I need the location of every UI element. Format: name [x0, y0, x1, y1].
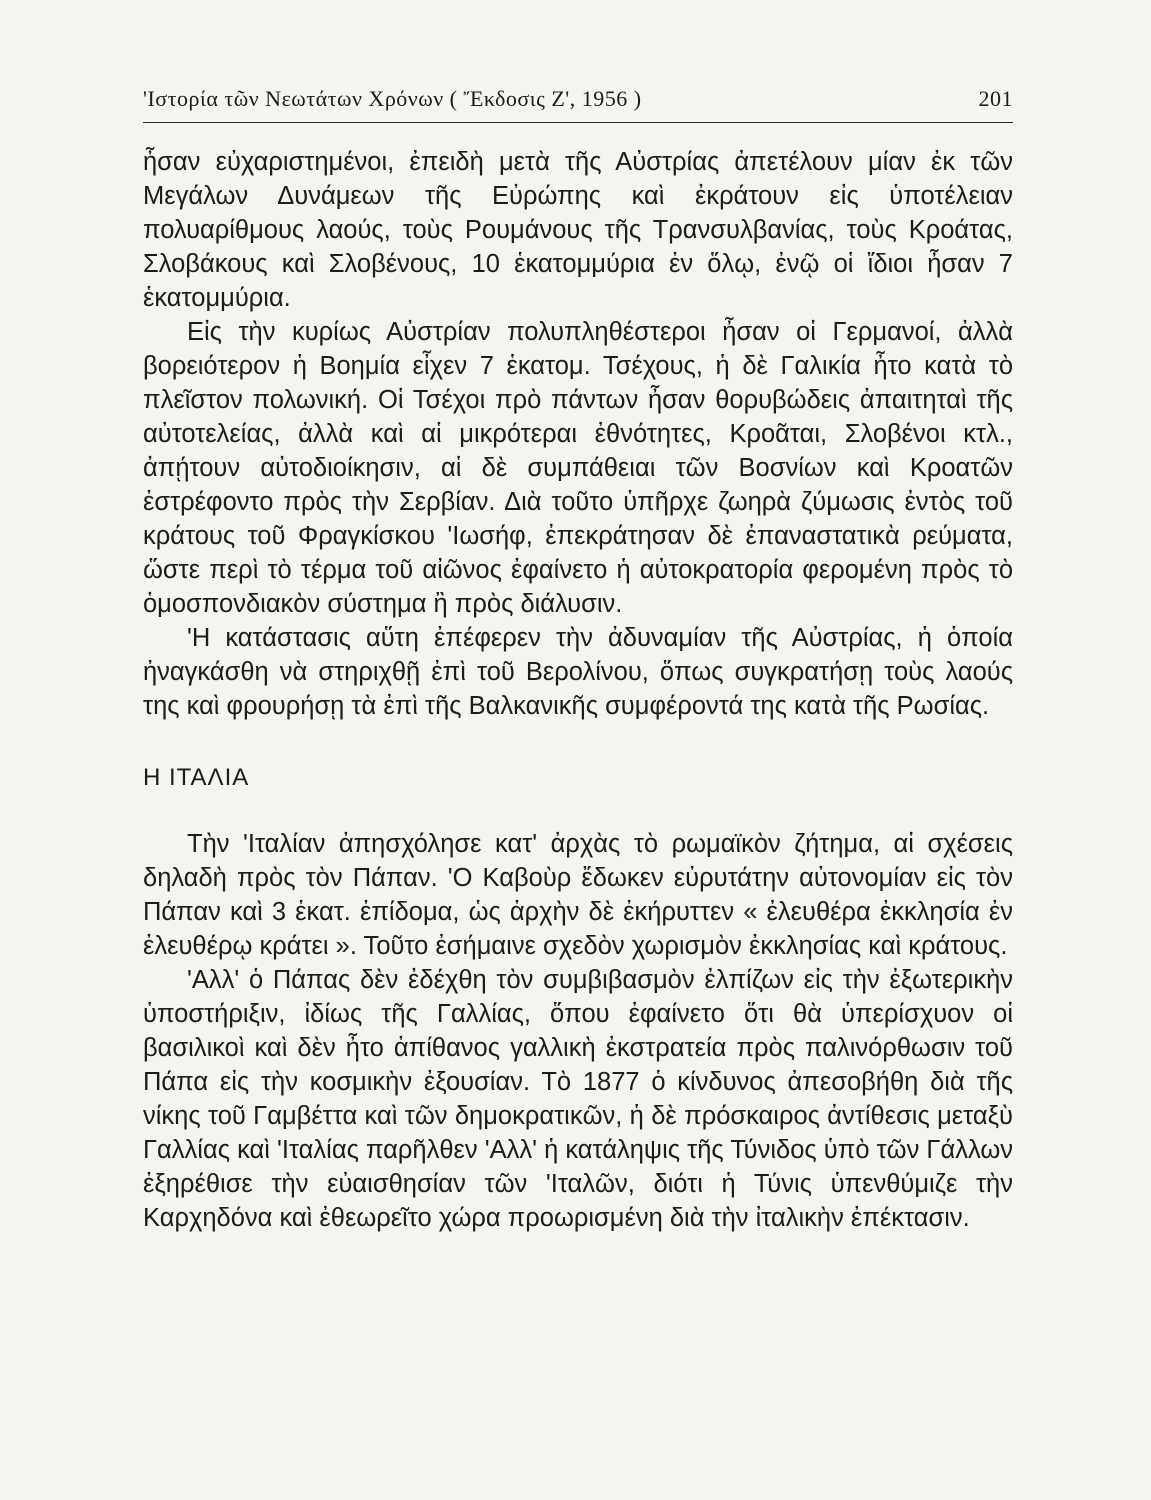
paragraph: 'Η κατάστασις αὕτη ἐπέφερεν τὴν ἀδυναμίαν τῆς Αὐστρίας, ἡ ὁποία ἠναγκάσθη νὰ στηριχθῇ ἐπὶ τοῦ Βερολίνου, ὅπως συγκρατήσῃ τοὺς λαούς της καὶ φρουρήσῃ τὰ ἐπὶ τῆς Βαλκανικῆς συμφέροντά της κατὰ τῆς Ρωσίας.	[143, 624, 1013, 720]
section-heading: Η ΙΤΑΛΙΑ	[143, 764, 250, 791]
page-number: 201	[978, 86, 1013, 111]
paragraph: 'Αλλ' ὁ Πάπας δὲν ἐδέχθη τὸν συμβιβασμὸν ἐλπίζων εἰς τὴν ἐξωτερικὴν ὑποστήριξιν, ἰδίως τῆς Γαλλίας, ὅπου ἐφαίνετο ὅτι θὰ ὑπερίσχυον οἱ βασιλικοὶ καὶ δὲν ἦτο ἀπίθανος γαλλικὴ ἐκστρατεία πρὸς παλινόρθωσιν τοῦ Πάπα εἰς τὴν κοσμικὴν ἐξουσίαν. Τὸ 1877 ὁ κίνδυνος ἀπεσοβήθη διὰ τῆς νίκης τοῦ Γαμβέττα καὶ τῶν δημοκρατικῶν, ἡ δὲ πρόσκαιρος ἀντίθεσις μεταξὺ Γαλλίας καὶ 'Ιταλίας παρῆλθεν 'Αλλ' ἡ κατάληψις τῆς Τύνιδος ὑπὸ τῶν Γάλλων ἐξηρέθισε τὴν εὐαισθησίαν τῶν 'Ιταλῶν, διότι ἡ Τύνις ὑπενθύμιζε τὴν Καρχηδόνα καὶ ἐθεωρεῖτο χώρα προωρισμένη διὰ τὴν ἰταλικὴν ἐπέκτασιν.	[143, 966, 1013, 1232]
body-text	[143, 145, 1013, 1235]
paragraph: Τὴν 'Ιταλίαν ἀπησχόλησε κατ' ἀρχὰς τὸ ρωμαϊκὸν ζήτημα, αἱ σχέσεις δηλαδὴ πρὸς τὸν Πάπαν. 'Ο Καβοὺρ ἔδωκεν εὐρυτάτην αὐτονομίαν εἰς τὸν Πάπαν καὶ 3 ἑκατ. ἐπίδομα, ὡς ἀρχὴν δὲ ἐκήρυττεν « ἐλευθέρα ἐκκλησία ἐν ἐλευθέρῳ κράτει ». Τοῦτο ἐσήμαινε σχεδὸν χωρισμὸν ἐκκλησίας καὶ κράτους.	[143, 830, 1013, 960]
page-header	[143, 86, 1013, 126]
header-rule	[143, 122, 1013, 123]
paragraph: ἦσαν εὐχαριστημένοι, ἐπειδὴ μετὰ τῆς Αὐστρίας ἀπετέλουν μίαν ἐκ τῶν Μεγάλων Δυνάμεων τῆς Εὐρώπης καὶ ἐκράτουν εἰς ὑποτέλειαν πολυαρίθμους λαούς, τοὺς Ρουμάνους τῆς Τρανσυλβανίας, τοὺς Κροάτας, Σλοβάκους καὶ Σλοβένους, 10 ἑκατομμύρια ἐν ὅλῳ, ἐνῷ οἱ ἴδιοι ἦσαν 7 ἑκατομμύρια.	[143, 148, 1013, 312]
running-title: 'Ιστορία τῶν Νεωτάτων Χρόνων ( Ἔκδοσις Ζ', 1956 )	[143, 86, 642, 111]
paragraph: Εἰς τὴν κυρίως Αὐστρίαν πολυπληθέστεροι ἦσαν οἱ Γερμανοί, ἀλλὰ βορειότερον ἡ Βοημία εἶχεν 7 ἑκατομ. Τσέχους, ἡ δὲ Γαλικία ἦτο κατὰ τὸ πλεῖστον πολωνική. Οἱ Τσέχοι πρὸ πάντων ἦσαν θορυβώδεις ἀπαιτηταὶ τῆς αὐτοτελείας, ἀλλὰ καὶ αἱ μικρότεραι ἐθνότητες, Κροᾶται, Σλοβένοι κτλ., ἀπῄτουν αὐτοδιοίκησιν, αἱ δὲ συμπάθειαι τῶν Βοσνίων καὶ Κροατῶν ἐστρέφοντο πρὸς τὴν Σερβίαν. Διὰ τοῦτο ὑπῆρχε ζωηρὰ ζύμωσις ἐντὸς τοῦ κράτους τοῦ Φραγκίσκου 'Ιωσήφ, ἐπεκράτησαν δὲ ἐπαναστατικὰ ρεύματα, ὥστε περὶ τὸ τέρμα τοῦ αἰῶνος ἐφαίνετο ἡ αὐτοκρατορία φερομένη πρὸς τὸ ὁμοσπονδιακὸν σύστημα ἢ πρὸς διάλυσιν.	[143, 318, 1013, 618]
